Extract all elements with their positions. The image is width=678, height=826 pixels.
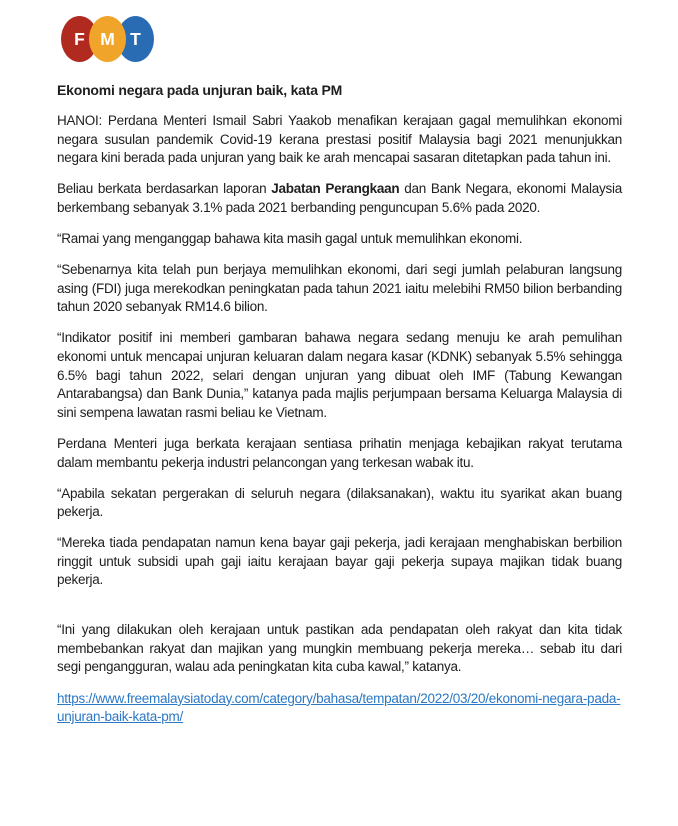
fmt-logo [61,16,622,62]
paragraph-report-end: dan Bank Negara, ekonomi Malaysia berkembang sebanyak 3.1% pada 2021 berbanding penguncupan 5.6% pada 2020. [57,181,622,215]
paragraph-quote-3: “Indikator positif ini memberi gambaran bahawa negara sedang menuju ke arah pemulihan ekonomi untuk mencapai unjuran keluaran dalam negara kasar (KDNK) sebanyak 5.5% sehingga 6.5% bagi tahun 2022, selari dengan unjuran yang dibuat oleh IMF (Tabung Kewangan Antarabangsa) dan Bank Dunia,” katanya pada majlis perjumpaan bersama Keluarga Malaysia di sini sempena lawatan rasmi beliau ke Vietnam. [57,330,622,420]
paragraph-quote-6: “Ini yang dilakukan oleh kerajaan untuk pastikan ada pendapatan oleh rakyat dan kita tidak membebankan rakyat dan majikan yang mungkin membuang pekerja mereka… sebab itu dari segi pengangguran, walau ada peningkatan kita cuba kawal,” katanya. [57,622,622,675]
paragraph-report-start: Beliau berkata berdasarkan laporan [57,181,272,197]
fmt-logo-letter-m: M [100,28,115,49]
paragraph-lead: HANOI: Perdana Menteri Ismail Sabri Yaakob menafikan kerajaan gagal memulihkan ekonomi negara susulan pandemik Covid-19 kerana prestasi positif Malaysia bagi 2021 menunjukkan negara kini berada pada unjuran yang baik ke arah mencapai sasaran ditetapkan pada tahun ini. [57,113,622,166]
article-title: Ekonomi negara pada unjuran baik, kata PM [57,82,343,98]
paragraph-quote-2: “Sebenarnya kita telah pun berjaya memulihkan ekonomi, dari segi jumlah pelaburan langsung asing (FDI) juga merekodkan peningkatan pada tahun 2021 iaitu melebihi RM50 bilion berbanding tahun 2020 sebanyak RM14.6 bilion. [57,262,622,315]
paragraph-report-bold: Jabatan Perangkaan [271,181,400,197]
fmt-logo-circle-m [89,16,126,62]
paragraph-report [57,180,622,217]
fmt-logo-letter-f: F [74,28,85,49]
paragraph-quote-1: “Ramai yang menganggap bahawa kita masih gagal untuk memulihkan ekonomi. [57,231,523,247]
fmt-logo-letter-t: T [130,28,141,49]
paragraph-quote-4: “Apabila sekatan pergerakan di seluruh negara (dilaksanakan), waktu itu syarikat akan buang pekerja. [57,485,622,520]
source-url-link[interactable]: https://www.freemalaysiatoday.com/category/bahasa/tempatan/2022/03/20/ekonomi-negara-pada-unjuran-baik-kata-pm/ [57,690,621,725]
paragraph-welfare: Perdana Menteri juga berkata kerajaan sentiasa prihatin menjaga kebajikan rakyat terutama dalam membantu pekerja industri pelancongan yang terkesan wabak itu. [57,435,622,470]
paragraph-quote-5: “Mereka tiada pendapatan namun kena bayar gaji pekerja, jadi kerajaan menghabiskan berbilion ringgit untuk subsidi upah gaji iaitu kerajaan bayar gaji pekerja supaya majikan tidak buang pekerja. [57,535,622,588]
